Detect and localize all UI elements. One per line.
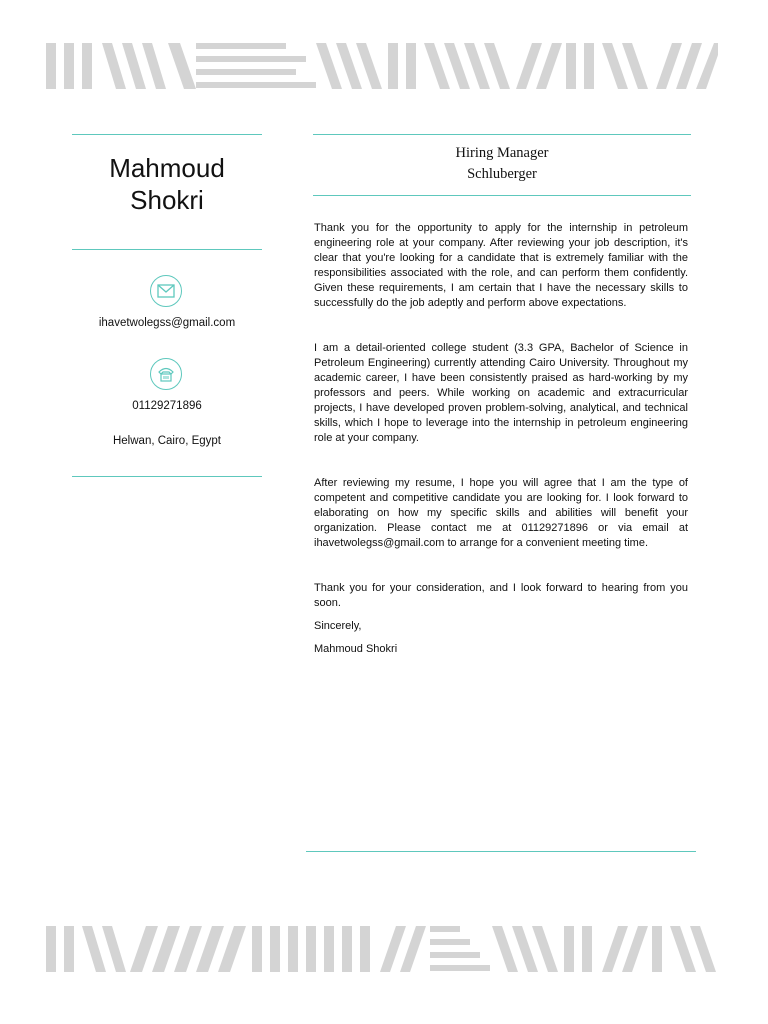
letter-paragraph: Thank you for the opportunity to apply for the internship in petroleum engineering role at your company. After reviewing your job description, it's clear that you're looking for a candidate that is extremely familiar with the responsibilities associated with the role, and can perform them confidently. Given these requirements, I am certain that I have the necessary skills to successfully do the job adeptly and perform above expectations.: [314, 222, 688, 309]
left-top-rule: [72, 134, 262, 135]
letter-signature: Mahmoud Shokri: [314, 643, 398, 655]
letter-paragraph: Thank you for your consideration, and I look forward to hearing from you soon.: [314, 582, 688, 609]
envelope-icon: [150, 275, 182, 307]
recipient-company: Schluberger: [467, 166, 537, 182]
letter-body: [314, 221, 688, 657]
letter-closing: Sincerely,: [314, 620, 362, 632]
applicant-name: Mahmoud Shokri: [109, 153, 225, 215]
stripe-pattern: [46, 43, 718, 89]
letter-paragraph: I am a detail-oriented college student (3.3 GPA, Bachelor of Science in Petroleum Engineering) currently attending Cairo University. Throughout my academic career, I have been consistently praised as hard-working by my professors and peers. While working on academic and extracurricular projects, I have developed proven problem-solving, analytical, and technical skills, which I hope to leverage into the internship in petroleum engineering role at your company.: [314, 342, 688, 444]
left-bottom-rule: [72, 476, 262, 477]
contact-email: ihavetwolegss@gmail.com: [98, 317, 236, 329]
footer-pattern-band: [46, 926, 718, 972]
right-top-rule: [313, 134, 691, 135]
right-recipient-rule: [313, 195, 691, 196]
letter-paragraph: After reviewing my resume, I hope you will agree that I am the type of competent and competitive candidate you are looking for. I look forward to elaborating on how my specific skills and abilities will benefit your organization. Please contact me at 01129271896 or via email at ihavetwolegss@gmail.com to arrange for a convenient meeting time.: [314, 477, 688, 549]
left-name-rule: [72, 249, 262, 250]
telephone-icon: [150, 358, 182, 390]
right-bottom-rule: [306, 851, 696, 852]
contact-phone: 01129271896: [132, 400, 202, 412]
contact-location: Helwan, Cairo, Egypt: [112, 435, 222, 447]
stripe-pattern: [46, 926, 718, 972]
header-pattern-band: [46, 43, 718, 89]
recipient-title: Hiring Manager: [455, 145, 549, 161]
